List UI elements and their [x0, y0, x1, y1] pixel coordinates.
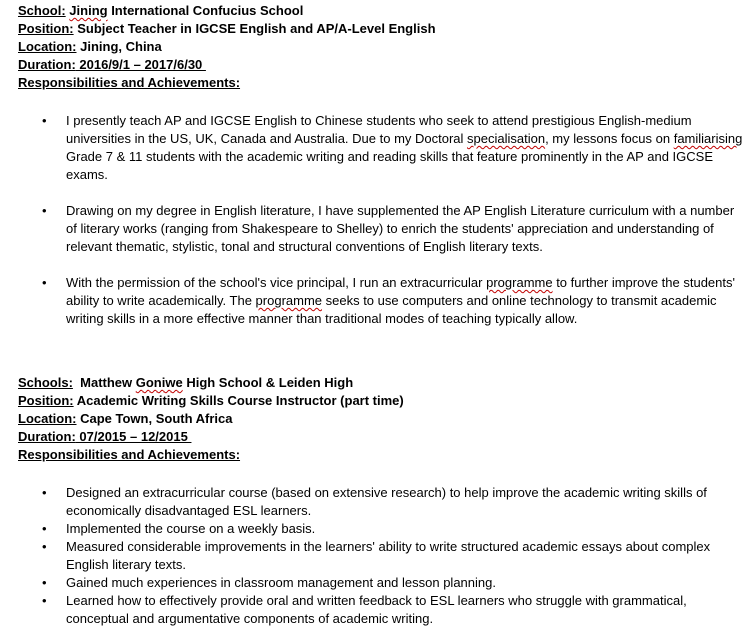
- location-value: Jining, China: [76, 39, 162, 54]
- resume-document: [18, 0, 743, 628]
- responsibilities-list: [18, 112, 743, 328]
- school-prefix: Matthew: [72, 375, 136, 390]
- school-name-spellcheck: Jining: [69, 3, 108, 18]
- bullet-icon: •: [42, 203, 47, 218]
- bullet-text: Measured considerable improvements in the learners' ability to write structured academic essays about complex English literary texts.: [66, 539, 711, 572]
- list-item: [18, 574, 743, 592]
- section-gap: [18, 346, 743, 374]
- location-line: [18, 38, 743, 56]
- list-item: [18, 538, 743, 574]
- spellcheck-word: programme: [255, 293, 323, 308]
- bullet-text: Drawing on my degree in English literature, I have supplemented the AP English Literature curriculum with a number of literary works (ranging from Shakespeare to Shelley) to enrich the students' appreciation and understanding of relevant thematic, stylistic, tonal and structural conventions of English literary texts.: [66, 203, 735, 254]
- position-label: Position:: [18, 393, 74, 408]
- responsibilities-list: [18, 484, 743, 628]
- bullet-text: Designed an extracurricular course (based on extensive research) to help improve the academic writing skills of economically disadvantaged ESL learners.: [66, 485, 707, 518]
- list-item: [18, 274, 743, 328]
- position-line: [18, 392, 743, 410]
- duration-label: Duration:: [18, 57, 76, 72]
- bullet-text: Gained much experiences in classroom management and lesson planning.: [66, 575, 496, 590]
- list-item: [18, 592, 743, 628]
- bullet-text: I presently teach AP and IGCSE English to Chinese students who seek to attend prestigious English-medium universities in the US, UK, Canada and Australia. Due to my Doctoral: [66, 113, 692, 146]
- position-line: [18, 20, 743, 38]
- school-label: Schools:: [18, 375, 73, 390]
- list-item: [18, 520, 743, 538]
- job-entry-jining: [18, 0, 743, 328]
- bullet-text: With the permission of the school's vice principal, I run an extracurricular: [66, 275, 487, 290]
- spellcheck-word: specialisation: [467, 131, 546, 146]
- responsibilities-heading: [18, 74, 743, 92]
- responsibilities-label: Responsibilities and Achievements:: [18, 75, 241, 90]
- position-value: Subject Teacher in IGCSE English and AP/A-Level English: [73, 21, 436, 36]
- duration-value: 2016/9/1 – 2017/6/30: [75, 57, 206, 72]
- duration-line: [18, 56, 743, 74]
- school-name-rest: International Confucius School: [107, 3, 304, 18]
- position-value: Academic Writing Skills Course Instructor (part time): [73, 393, 404, 408]
- bullet-text: , my lessons focus on: [545, 131, 674, 146]
- responsibilities-label: Responsibilities and Achievements:: [18, 447, 241, 462]
- bullet-text: Learned how to effectively provide oral and written feedback to ESL learners who struggle with grammatical, conceptual and argumentative components of academic writing.: [66, 593, 687, 626]
- list-item: [18, 484, 743, 520]
- location-line: [18, 410, 743, 428]
- bullet-text: seeks to use computers and online technology to transmit academic writing skills in a more effective manner than traditional modes of teaching typically allow.: [66, 293, 717, 326]
- bullet-text: Grade 7 & 11 students with the academic writing and reading skills that feature prominently in the AP and IGCSE exams.: [66, 149, 713, 182]
- position-label: Position:: [18, 21, 74, 36]
- school-label: School:: [18, 3, 66, 18]
- duration-value: 07/2015 – 12/2015: [75, 429, 192, 444]
- list-item: [18, 112, 743, 184]
- bullet-icon: •: [42, 575, 47, 590]
- school-name-rest: High School & Leiden High: [182, 375, 354, 390]
- school-name-spellcheck: Goniwe: [135, 375, 183, 390]
- location-label: Location:: [18, 39, 77, 54]
- bullet-icon: •: [42, 521, 47, 536]
- bullet-icon: •: [42, 485, 47, 500]
- bullet-icon: •: [42, 113, 47, 128]
- bullet-text: to further improve the students' ability to write academically. The: [66, 275, 735, 308]
- bullet-icon: •: [42, 593, 47, 608]
- spellcheck-word: programme: [486, 275, 553, 290]
- duration-label: Duration:: [18, 429, 76, 444]
- spellcheck-word: familiarising: [673, 131, 743, 146]
- bullet-icon: •: [42, 275, 47, 290]
- bullet-icon: •: [42, 539, 47, 554]
- duration-line: [18, 428, 743, 446]
- location-value: Cape Town, South Africa: [76, 411, 233, 426]
- school-line: [18, 374, 743, 392]
- location-label: Location:: [18, 411, 77, 426]
- school-line: [18, 2, 743, 20]
- bullet-text: Implemented the course on a weekly basis.: [66, 521, 316, 536]
- responsibilities-heading: [18, 446, 743, 464]
- list-item: [18, 202, 743, 256]
- job-entry-cape-town: [18, 374, 743, 628]
